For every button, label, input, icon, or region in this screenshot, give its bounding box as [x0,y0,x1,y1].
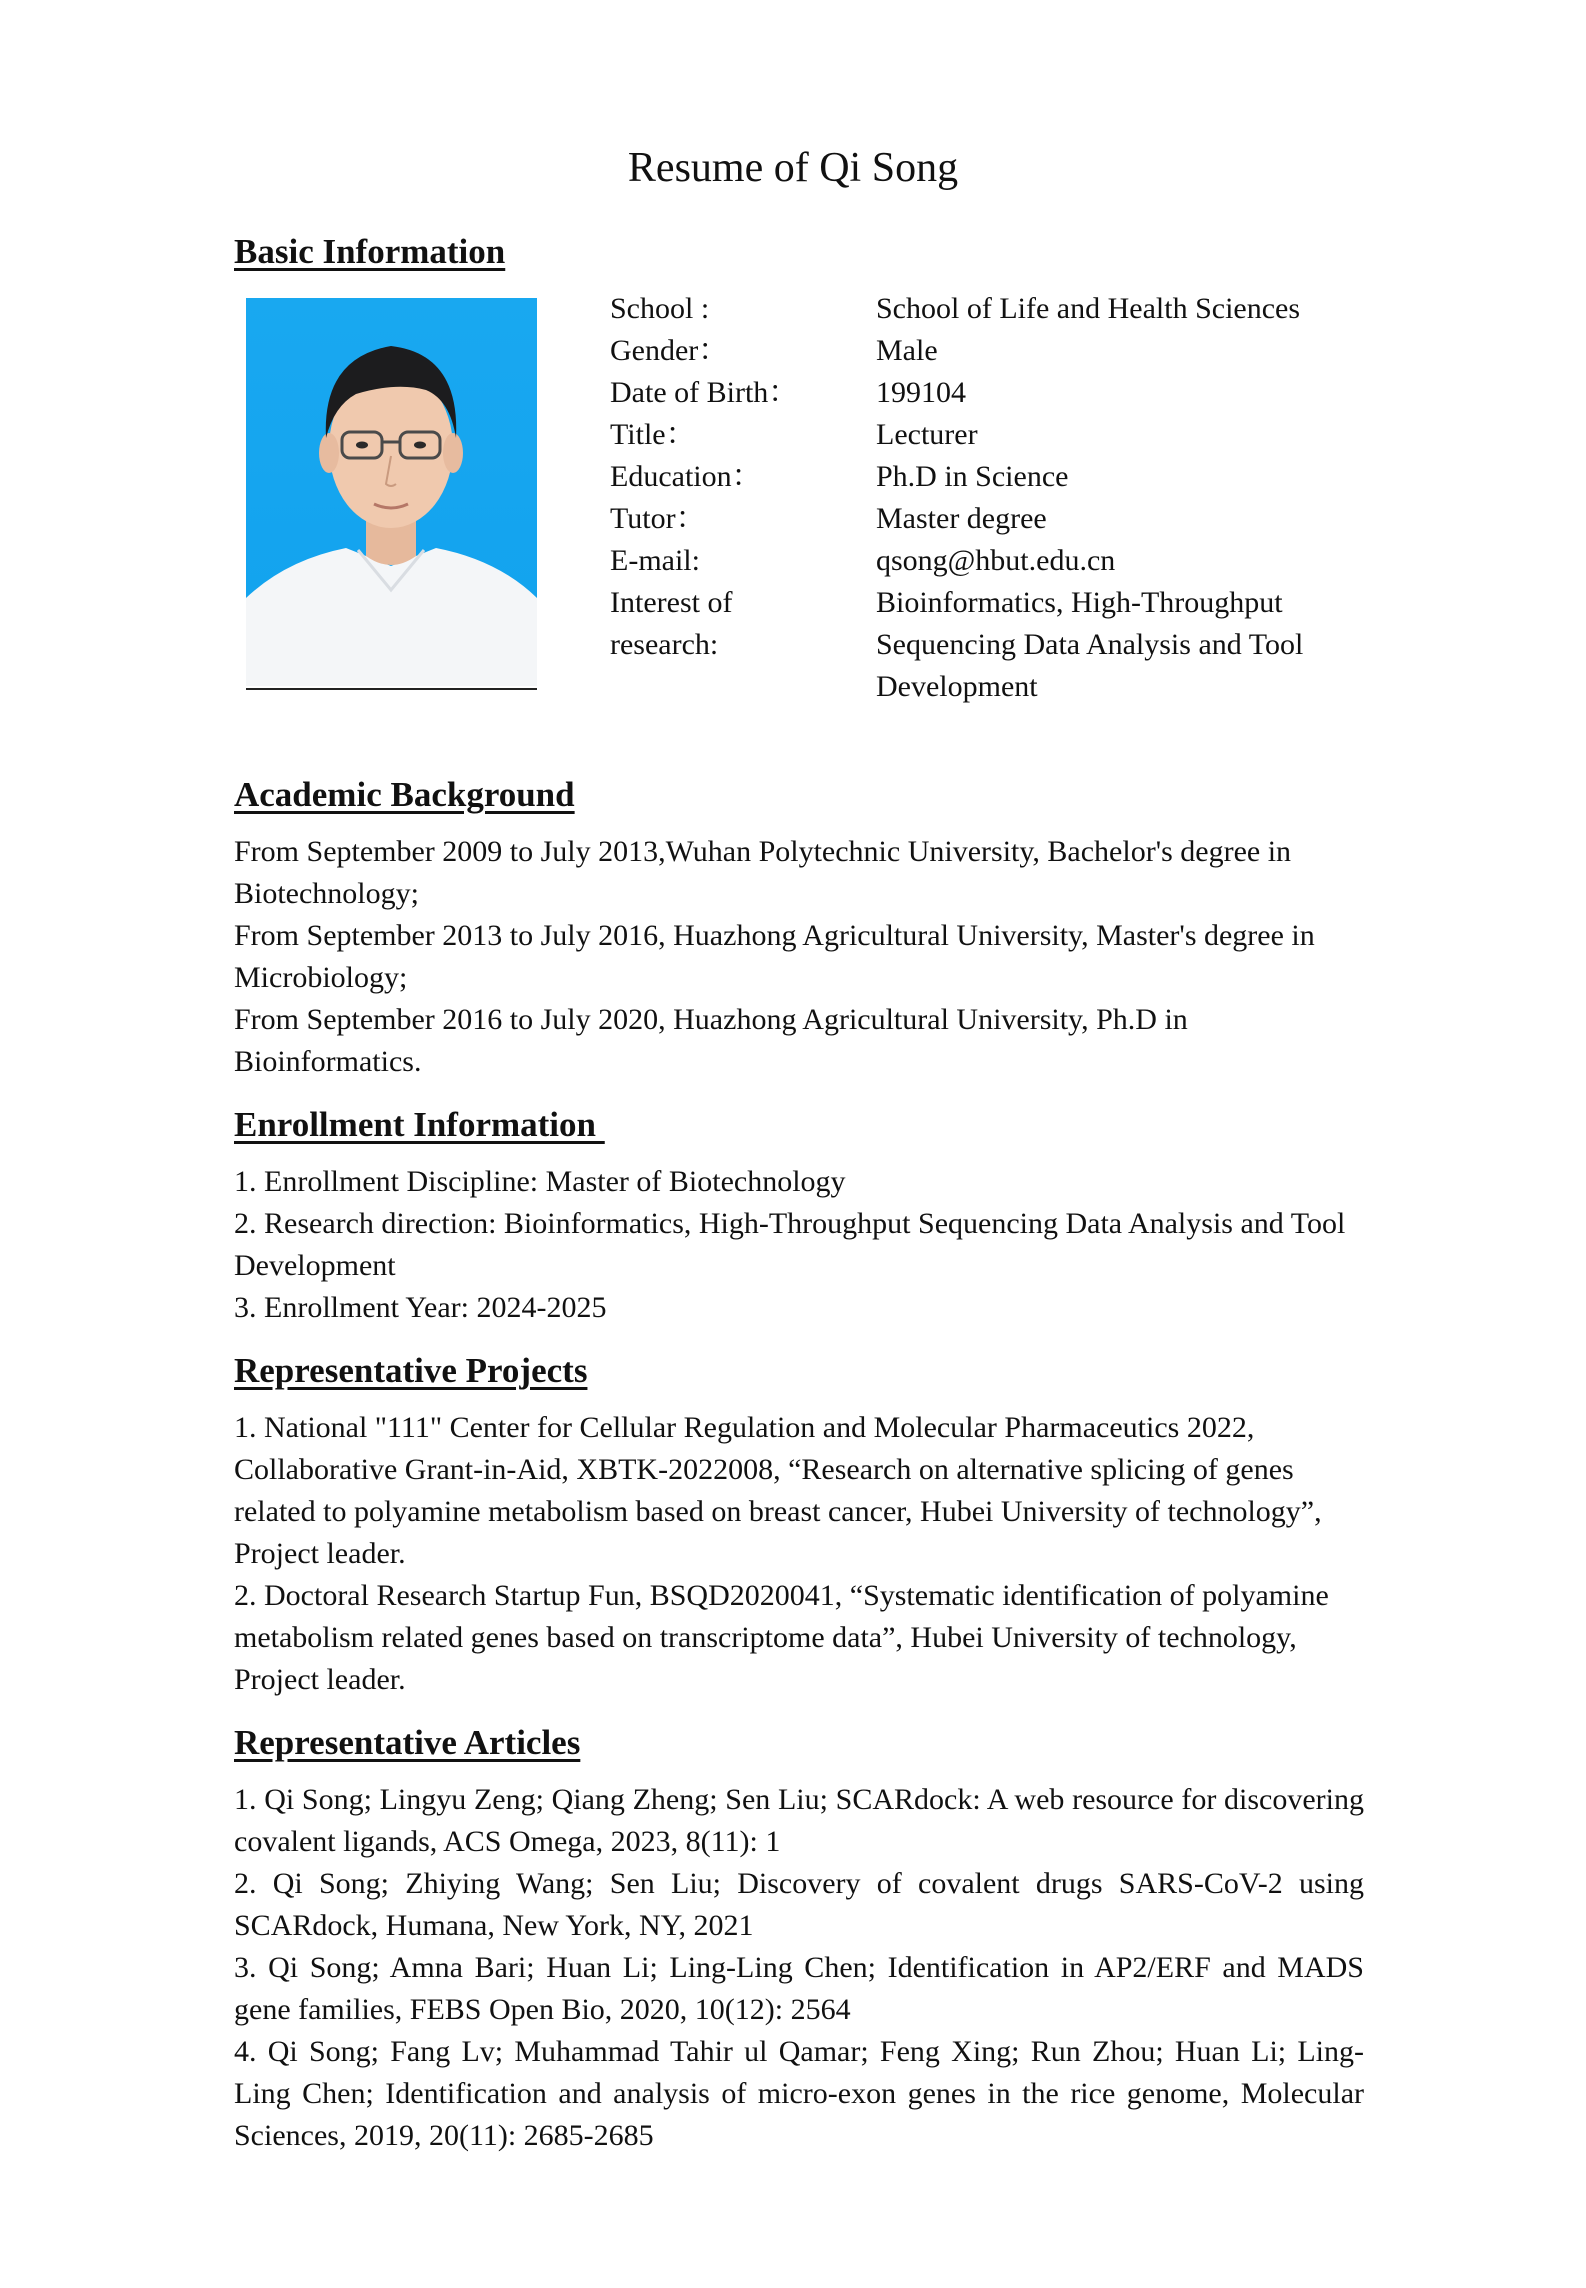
basic-information-block [234,286,1364,771]
education-value: Ph.D in Science [876,460,1069,493]
tutor-value: Master degree [876,502,1047,535]
info-row-email [610,540,1370,582]
list-item: 1. Qi Song; Lingyu Zeng; Qiang Zheng; Sen Liu; SCARdock: A web resource for discovering covalent ligands, ACS Omega, 2023, 8(11): 1 [234,1783,1364,1858]
date-of-birth-value: 199104 [876,376,966,409]
representative-articles-list [234,1779,1364,2157]
email-value: qsong@hbut.edu.cn [876,544,1116,577]
email-label: E-mail: [610,544,700,577]
representative-projects-heading: Representative Projects [234,1351,588,1390]
research-interest-value: Bioinformatics, High-Throughput Sequencing Data Analysis and Tool Development [876,586,1304,703]
date-of-birth-label: Date of Birth： [610,376,799,409]
research-interest-label: Interest of research: [610,586,733,661]
photo-underline [246,688,537,690]
info-row-education [610,456,1370,498]
academic-background-section [234,771,1364,1083]
school-value: School of Life and Health Sciences [876,292,1301,325]
list-item: 1. Enrollment Discipline: Master of Biotechnology [234,1165,846,1198]
enrollment-information-section [234,1101,1364,1329]
enrollment-information-heading: Enrollment Information [234,1105,605,1144]
education-label: Education： [610,460,762,493]
academic-background-heading: Academic Background [234,775,575,814]
info-row-title [610,414,1370,456]
info-row-school [610,288,1370,330]
school-label: School : [610,292,710,325]
representative-projects-section [234,1347,1364,1701]
gender-value: Male [876,334,938,367]
enrollment-information-list [234,1161,1364,1329]
list-item: 3. Enrollment Year: 2024-2025 [234,1291,607,1324]
title-label: Title： [610,418,696,451]
list-item: From September 2016 to July 2020, Huazhong Agricultural University, Ph.D in Bioinformatics. [234,1003,1188,1078]
list-item: 1. National "111" Center for Cellular Regulation and Molecular Pharmaceutics 2022, Collaborative Grant-in-Aid, XBTK-2022008, “Research on alternative splicing of genes related to polyamine metabolism based on breast cancer, Hubei University of technology”, Project leader. [234,1411,1322,1570]
list-item: 4. Qi Song; Fang Lv; Muhammad Tahir ul Qamar; Feng Xing; Run Zhou; Huan Li; Ling-Ling Chen; Identification and analysis of micro-exon genes in the rice genome, Molecular Sciences, 2019, 20(11): 2685-2685 [234,2035,1364,2152]
list-item: 3. Qi Song; Amna Bari; Huan Li; Ling-Ling Chen; Identification in AP2/ERF and MADS gene families, FEBS Open Bio, 2020, 10(12): 2564 [234,1951,1364,2026]
representative-projects-list [234,1407,1364,1701]
representative-articles-section [234,1719,1364,2157]
representative-articles-heading: Representative Articles [234,1723,581,1762]
page-title: Resume of Qi Song [627,145,959,191]
info-row-date-of-birth [610,372,1370,414]
list-item: 2. Doctoral Research Startup Fun, BSQD2020041, “Systematic identification of polyamine metabolism related genes based on transcriptome data”, Hubei University of technology, Project leader. [234,1579,1329,1696]
list-item: 2. Research direction: Bioinformatics, High-Throughput Sequencing Data Analysis and Tool Development [234,1207,1346,1282]
list-item: From September 2013 to July 2016, Huazhong Agricultural University, Master's degree in Microbiology; [234,919,1315,994]
basic-info-table [610,288,1370,708]
gender-label: Gender： [610,334,729,367]
title-value: Lecturer [876,418,978,451]
portrait-photo [246,298,537,686]
resume-content [234,228,1364,2157]
info-row-research-interest [610,582,1370,708]
list-item: From September 2009 to July 2013,Wuhan Polytechnic University, Bachelor's degree in Biotechnology; [234,835,1292,910]
list-item: 2. Qi Song; Zhiying Wang; Sen Liu; Discovery of covalent drugs SARS-CoV-2 using SCARdock, Humana, New York, NY, 2021 [234,1867,1364,1942]
tutor-label: Tutor： [610,502,706,535]
academic-background-list [234,831,1364,1083]
info-row-gender [610,330,1370,372]
basic-information-heading: Basic Information [234,232,506,271]
info-row-tutor [610,498,1370,540]
